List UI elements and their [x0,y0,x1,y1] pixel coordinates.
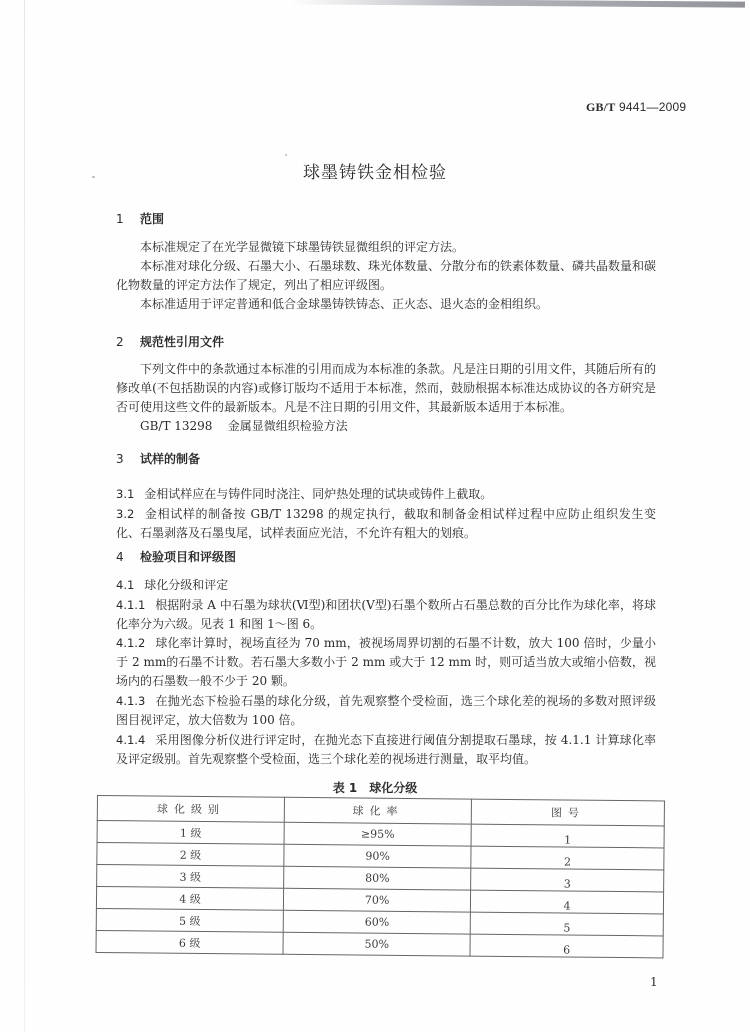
reference-title: 金属显微组织检验方法 [227,419,348,433]
cell-rate: 80% [284,866,471,890]
cell-figure: 4 [471,890,664,914]
cell-rate: 90% [284,844,471,868]
standard-code-number: 9441—2009 [619,100,687,114]
standard-code-prefix: GB/T [586,100,616,114]
clause-3-2: 3.2 金相试样的制备按 GB/T 13298 的规定执行，截取和制备金相试样过程中应防止组织发生变化、石墨剥落及石墨曳尾，试样表面应光洁，不允许有粗大的划痕。 [116,507,656,540]
cell-rate: 70% [284,888,471,912]
cell-grade: 2 级 [97,843,284,867]
scan-edge-top [290,0,745,8]
column-header-grade: 球化级别 [97,796,284,823]
reference-code: GB/T 13298 [140,419,213,433]
scan-edge-left [24,0,25,1032]
table-1-spheroidization-grades [95,795,664,958]
clause-4-1-1: 4.1.1 根据附录 A 中石墨为球状(Ⅵ型)和团状(Ⅴ型)石墨个数所占石墨总数的百分比作为球化率，将球化率分为六级。见表 1 和图 1～图 6。 [116,598,656,631]
cell-grade: 6 级 [96,930,283,954]
cell-rate: 50% [283,932,470,956]
cell-grade: 4 级 [96,887,283,911]
cell-grade: 1 级 [97,821,284,845]
section-1-para-1: 本标准规定了在光学显微镜下球墨铸铁显微组织的评定方法。 [140,240,465,254]
scan-speck [285,154,287,156]
cell-grade: 5 级 [96,908,283,932]
column-header-rate: 球化率 [284,797,471,824]
page-number: 1 [650,975,658,989]
clause-4-1-3: 4.1.3 在抛光态下检验石墨的球化分级，首先观察整个受检面，选三个球化差的视场的多数对照评级图目视评定，放大倍数为 100 倍。 [116,694,656,727]
clause-3-1: 3.1 金相试样应在与铸件同时浇注、同炉热处理的试块或铸件上截取。 [116,487,493,501]
cell-figure: 3 [471,868,664,892]
section-1-para-3: 本标准适用于评定普通和低合金球墨铸铁铸态、正火态、退火态的金相组织。 [140,297,549,311]
cell-rate: ≥95% [284,822,471,846]
section-1-para-2: 本标准对球化分级、石墨大小、石墨球数、珠光体数量、分散分布的铁素体数量、磷共晶数量和碳化物数量的评定方法作了规定，列出了相应评级图。 [116,259,657,292]
section-2-heading: 2 规范性引用文件 [116,335,225,349]
document-title: 球墨铸铁金相检验 [303,163,447,183]
cell-figure: 5 [470,912,663,936]
cell-figure: 6 [470,934,663,958]
cell-figure: 1 [471,824,664,848]
section-2-para-1: 下列文件中的条款通过本标准的引用而成为本标准的条款。凡是注日期的引用文件，其随后所有的修改单(不包括勘误的内容)或修订版均不适用于本标准，然而，鼓励根据本标准达成协议的各方研究是否可使用这些文件的最新版本。凡是不注日期的引用文件，其最新版本适用于本标准。 [116,362,657,414]
clause-4-1-2: 4.1.2 球化率计算时，视场直径为 70 mm，被视场周界切割的石墨不计数，放大 100 倍时，少量小于 2 mm的石墨不计数。若石墨大多数小于 2 mm 或大于 12 mm 时，则可适当放大或缩小倍数，视场内的石墨数一般不少于 20 颗。 [116,636,656,688]
cell-figure: 2 [471,846,664,870]
column-header-figure: 图号 [471,799,664,826]
standard-code [586,100,686,115]
table-row [96,930,663,957]
cell-grade: 3 级 [97,865,284,889]
cell-rate: 60% [283,910,470,934]
subsection-4-1-heading: 4.1 球化分级和评定 [116,578,229,592]
table-1-caption: 表 1 球化分级 [332,781,418,795]
section-3-heading: 3 试样的制备 [116,452,201,466]
section-4-heading: 4 检验项目和评级图 [116,550,237,564]
section-1-heading: 1 范围 [116,212,165,226]
clause-4-1-4: 4.1.4 采用图像分析仪进行评定时，在抛光态下直接进行阈值分割提取石墨球，按 4.1.1 计算球化率及评定级别。首先观察整个受检面，选三个球化差的视场进行测量，取平均值。 [116,733,656,766]
reference-item [140,417,680,436]
